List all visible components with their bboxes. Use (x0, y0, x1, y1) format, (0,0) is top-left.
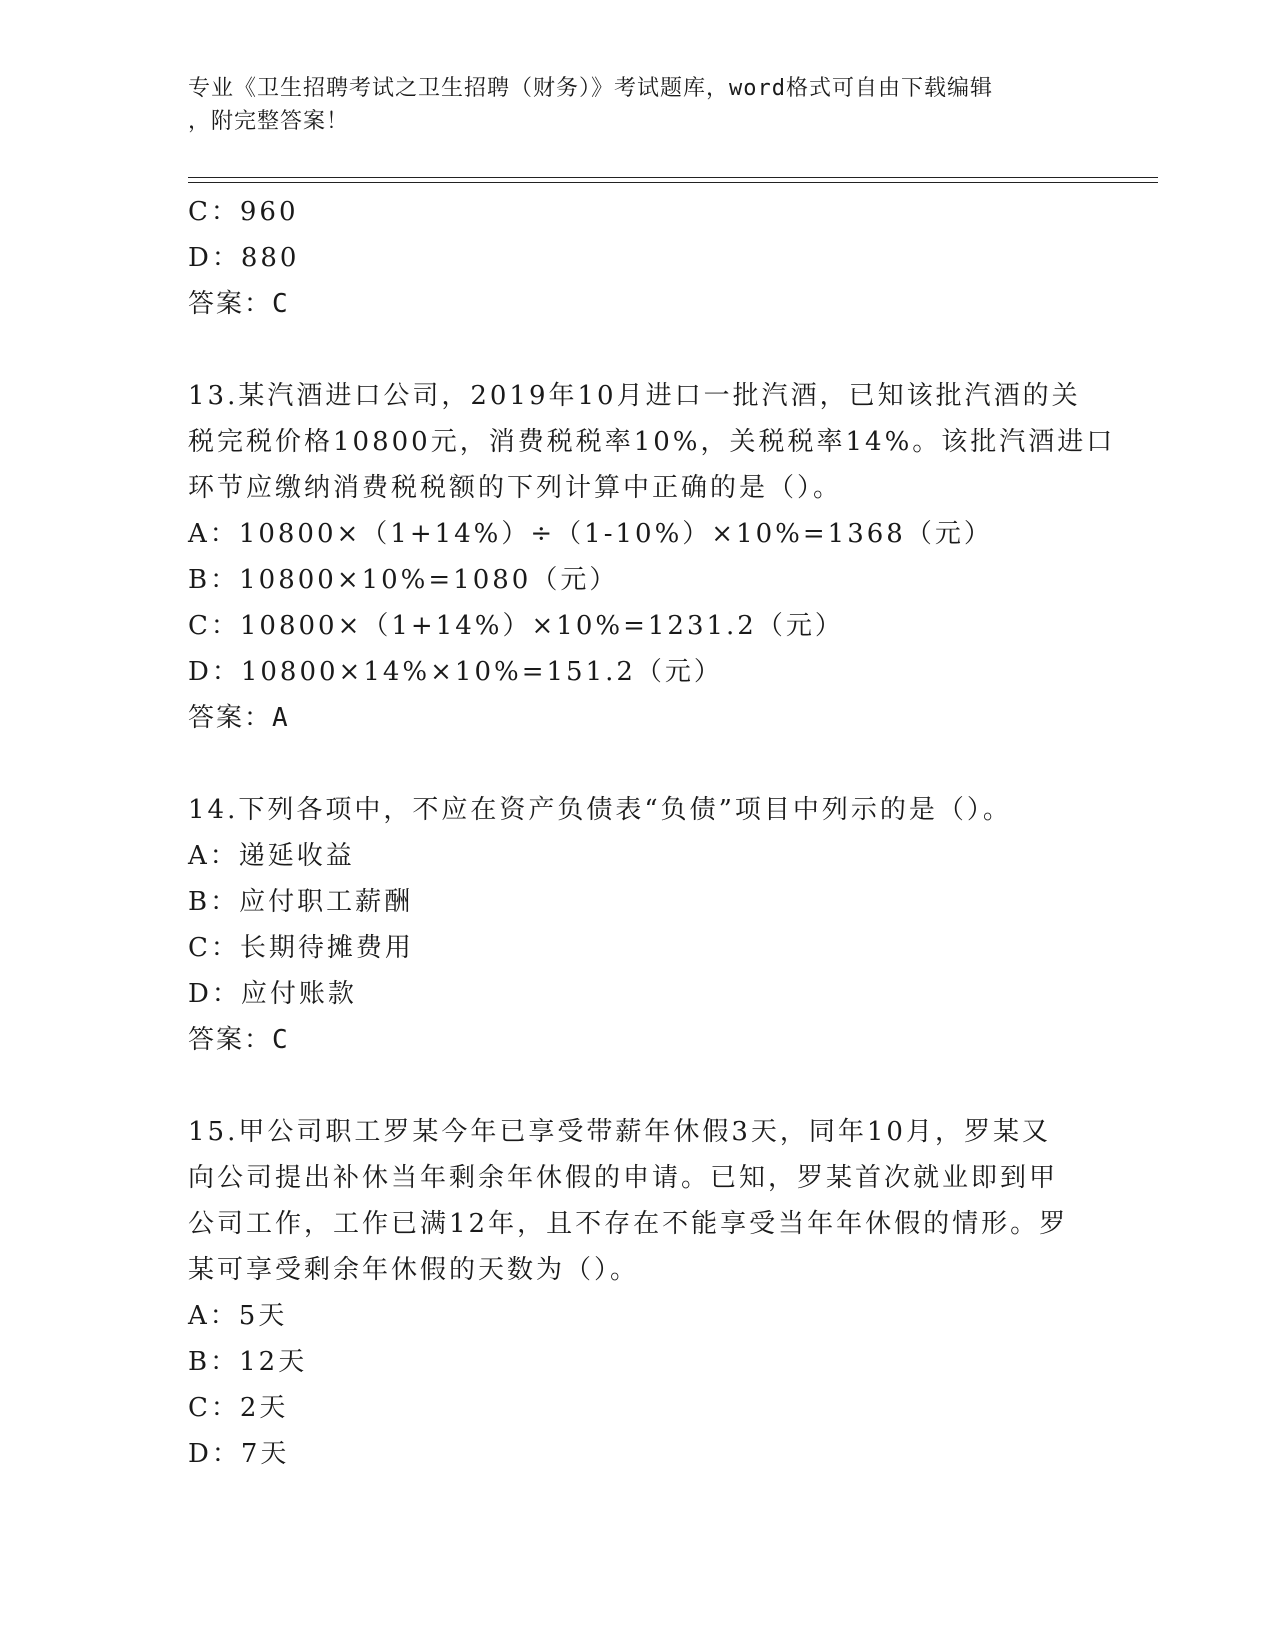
text-line: B：12天 (188, 1347, 308, 1377)
text-line: B：10800×10%=1080（元） (188, 565, 619, 595)
text-line: 向公司提出补休当年剩余年休假的申请。已知，罗某首次就业即到甲 (188, 1163, 1059, 1193)
text-line: 税完税价格10800元，消费税税率10%，关税税率14%。该批汽酒进口 (188, 427, 1116, 457)
answer-line: 答案：C (188, 289, 290, 319)
text-line: 15.甲公司职工罗某今年已享受带薪年休假3天，同年10月，罗某又 (188, 1117, 1051, 1147)
text-line: 13.某汽酒进口公司，2019年10月进口一批汽酒，已知该批汽酒的关 (188, 381, 1081, 411)
spacer (188, 327, 1088, 373)
text-line: 环节应缴纳消费税税额的下列计算中正确的是（）。 (188, 473, 843, 503)
text-line: A：5天 (188, 1301, 288, 1331)
text-line: D：应付账款 (188, 979, 357, 1009)
text-line: C：2天 (188, 1393, 289, 1423)
text-line: D：880 (188, 243, 300, 273)
question-content (188, 189, 1116, 1477)
text-line: A：10800×（1+14%）÷（1-10%）×10%=1368（元） (188, 519, 993, 549)
spacer (188, 1063, 1088, 1109)
text-line: 公司工作，工作已满12年，且不存在不能享受当年年休假的情形。罗 (188, 1209, 1069, 1239)
header-rule-bottom (188, 182, 1158, 183)
header-line-2: ，附完整答案！ (188, 109, 350, 134)
spacer (188, 741, 1088, 787)
text-line: C：10800×（1+14%）×10%=1231.2（元） (188, 611, 844, 641)
answer-line: 答案：A (188, 703, 290, 733)
text-line: A：递延收益 (188, 841, 355, 871)
text-line: 14.下列各项中，不应在资产负债表“负债”项目中列示的是（）。 (188, 795, 1012, 825)
text-line: C：长期待摊费用 (188, 933, 414, 963)
text-line: 某可享受剩余年休假的天数为（）。 (188, 1255, 640, 1285)
header-line-1: 专业《卫生招聘考试之卫生招聘（财务）》考试题库，word格式可自由下载编辑 (188, 76, 993, 101)
header-rule-top (188, 177, 1158, 178)
text-line: D：7天 (188, 1439, 290, 1469)
text-line: C：960 (188, 197, 299, 227)
document-header (188, 72, 1068, 138)
answer-line: 答案：C (188, 1025, 290, 1055)
text-line: B：应付职工薪酬 (188, 887, 414, 917)
text-line: D：10800×14%×10%=151.2（元） (188, 657, 723, 687)
